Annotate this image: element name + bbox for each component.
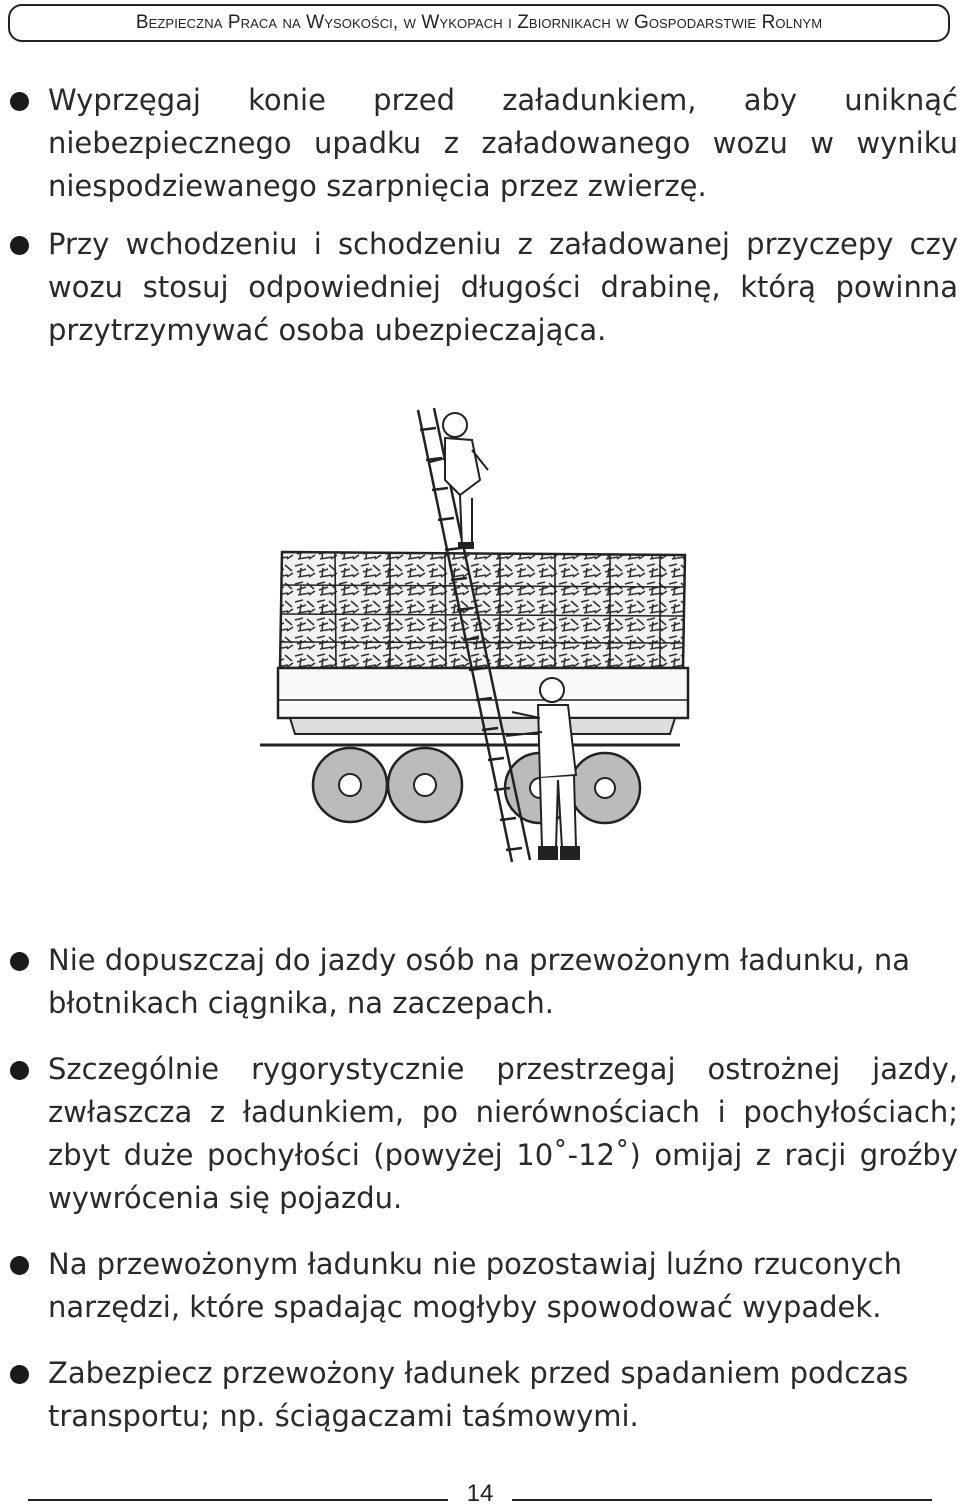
list-item-text: Nie dopuszczaj do jazdy osób na przewożonym ładunku, na błotnikach ciągnika, na zaczepach. <box>48 943 910 1020</box>
running-header <box>8 4 950 42</box>
list-item-text: Na przewożonym ładunku nie pozostawiaj luźno rzuconych narzędzi, które spadając mogłyby spowodować wypadek. <box>48 1247 902 1324</box>
list-item-text: Przy wchodzeniu i schodzeniu z załadowanej przyczepy czy wozu stosuj odpowiedniej długości drabinę, którą powinna przytrzymywać osoba ubezpieczająca. <box>48 227 958 347</box>
bullet-icon <box>10 1061 29 1080</box>
bullet-icon <box>10 236 29 255</box>
list-item <box>48 1243 958 1329</box>
footer-rule-left <box>28 1499 448 1501</box>
list-item <box>48 79 958 208</box>
loaded-trailer-ladder-illustration <box>250 400 700 870</box>
bullet-icon <box>10 1256 29 1275</box>
list-item <box>48 223 958 352</box>
bullet-icon <box>10 92 29 111</box>
list-item-text: Wyprzęgaj konie przed załadunkiem, aby uniknąć niebezpiecznego upadku z załadowanego wozu w wyniku niespodziewanego szarpnięcia przez zwierzę. <box>48 83 958 203</box>
bullet-icon <box>10 952 29 971</box>
list-item-text: Szczególnie rygorystycznie przestrzegaj ostrożnej jazdy, zwłaszcza z ładunkiem, po nierównościach i pochyłościach; zbyt duże pochyłości (powyżej 10˚-12˚) omijaj z racji groźby wywrócenia się pojazdu. <box>48 1052 958 1215</box>
list-item <box>48 1048 958 1220</box>
header-title: Bezpieczna Praca na Wysokości, w Wykopach i Zbiornikach w Gospodarstwie Rolnym <box>135 12 823 33</box>
page-number: 14 <box>466 1480 494 1507</box>
bullet-icon <box>10 1365 29 1384</box>
footer-rule-right <box>512 1499 932 1501</box>
list-item <box>48 1352 958 1438</box>
list-item <box>48 939 958 1025</box>
list-item-text: Zabezpiecz przewożony ładunek przed spadaniem podczas transportu; np. ściągaczami taśmowymi. <box>48 1356 909 1433</box>
